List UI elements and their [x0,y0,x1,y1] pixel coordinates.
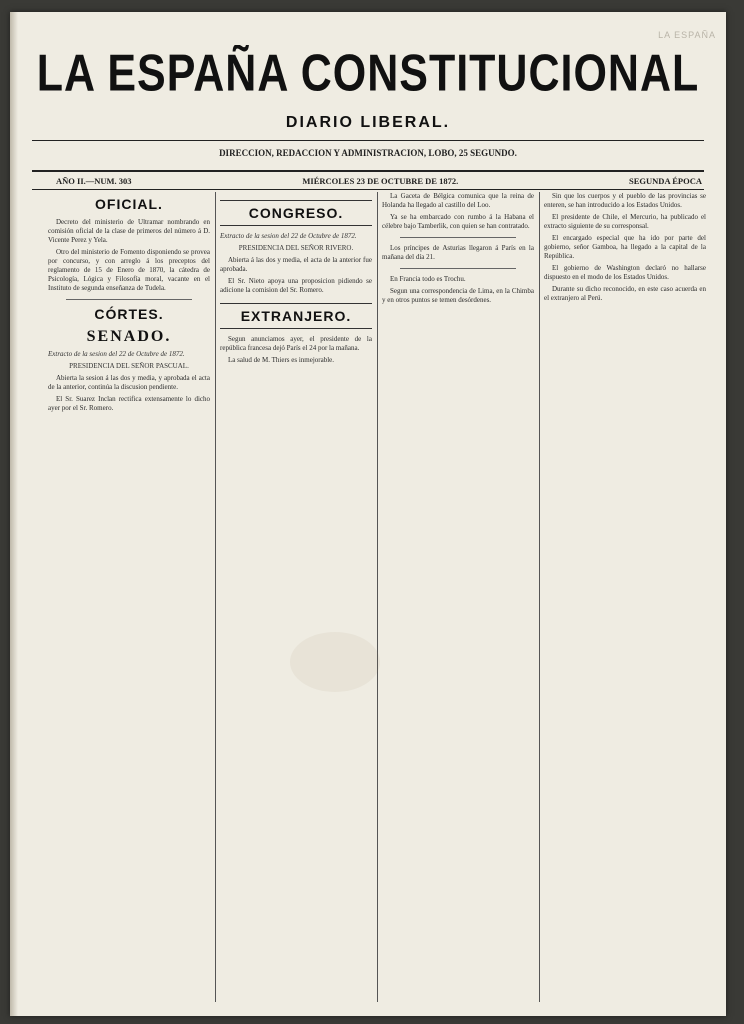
section-heading-oficial: OFICIAL. [95,196,163,212]
dateline [56,176,702,186]
article-paragraph: Abierta la sesion á las dos y media, y aprobada el acta de la anterior, continúa la discusion pendiente. [48,374,210,391]
session-extract: Extracto de la sesion del 22 de Octubre de 1872. [48,350,185,358]
section-separator [66,299,192,300]
page-spine-shadow [10,12,18,1016]
session-extract: Extracto de la sesion del 22 de Octubre de 1872. [220,232,357,240]
section-separator [400,237,516,238]
article-paragraph: Los príncipes de Asturias llegaron á París en la mañana del día 21. [382,244,534,261]
presidency-line: PRESIDENCIA DEL SEÑOR RIVERO. [238,244,354,252]
article-paragraph: El encargado especial que ha ido por parte del gobierno, señor Gamboa, ha llegado a la capital de la República. [544,234,706,260]
article-paragraph: La salud de M. Thiers es inmejorable. [228,356,335,364]
article-paragraph: El Sr. Nieto apoya una proposicion pidiendo se adicione la comision del Sr. Romero. [220,277,372,294]
issue-date: MIÉRCOLES 23 DE OCTUBRE DE 1872. [302,176,459,186]
column-3 [382,192,534,1007]
column-4 [544,192,706,1007]
article-paragraph: Sin que los cuerpos y el pueblo de las provincias se enteren, se han introducido a los Estados Unidos. [544,192,706,209]
section-heading-extranjero: EXTRANJERO. [220,303,372,329]
article-paragraph: Abierta á las dos y media, el acta de la anterior fue aprobada. [220,256,372,273]
article-paragraph: Ya se ha embarcado con rumbo á la Habana el célebre bajo Tamberlik, con quien se han contratado. [382,213,534,230]
article-paragraph: Otro del ministerio de Fomento disponiendo se provea por concurso, y con arreglo á los preceptos del reglamento de 15 de Enero de 1870, la cátedra de Psicología, Lógica y Filosofía moral, vacante en el Instituto de segunda enseñanza de Tudela. [48,248,210,292]
article-paragraph: El Sr. Suarez Inclan rectifica extensamente lo dicho ayer por el Sr. Romero. [48,395,210,412]
column-divider [377,192,378,1002]
article-paragraph: Decreto del ministerio de Ultramar nombrando en comisión oficial de la clase de primeros del número á D. Vicente Perez y Yela. [48,218,210,244]
masthead-title: LA ESPAÑA CONSTITUCIONAL [36,45,700,103]
header-rule-top [32,140,704,141]
header-rule-middle [32,170,704,172]
article-paragraph: El gobierno de Washington declaró no hallarse dispuesto en el modo de los Estados Unidos. [544,264,706,281]
section-heading-senado: SENADO. [86,328,172,345]
section-separator [400,268,516,269]
column-1 [48,192,210,1007]
article-paragraph: En Francia todo es Trochu. [390,275,466,283]
column-2 [220,192,372,1007]
section-heading-congreso: CONGRESO. [220,200,372,226]
article-paragraph: Durante su dicho reconocido, en este caso acuerda en el extranjero al Perú. [544,285,706,302]
header-rule-bottom [32,189,704,190]
issue-number: AÑO II.—NUM. 303 [56,176,132,186]
column-divider [539,192,540,1002]
paper-stain [290,632,380,692]
section-heading-cortes: CÓRTES. [94,306,164,322]
newspaper-page [10,12,726,1016]
article-paragraph: Segun una correspondencia de Lima, en la Chimba y en otros puntos se temen desórdenes. [382,287,534,304]
article-paragraph: Segun anunciamos ayer, el presidente de la república francesa dejó París el 24 por la mañana. [220,335,372,352]
masthead-subtitle: DIARIO LIBERAL. [285,114,451,131]
issue-epoch: SEGUNDA ÉPOCA [629,176,702,186]
article-paragraph: El presidente de Chile, el Mercurio, ha publicado el extracto siguiente de su corresponsal. [544,213,706,230]
bleed-through-text: LA ESPAÑA [658,30,716,40]
presidency-line: PRESIDENCIA DEL SEÑOR PASCUAL. [69,362,189,370]
admin-address: DIRECCION, REDACCION Y ADMINISTRACION, LOBO, 25 SEGUNDO. [219,148,517,158]
article-paragraph: La Gaceta de Bélgica comunica que la reina de Holanda ha llegado al castillo del Loo. [382,192,534,209]
column-divider [215,192,216,1002]
